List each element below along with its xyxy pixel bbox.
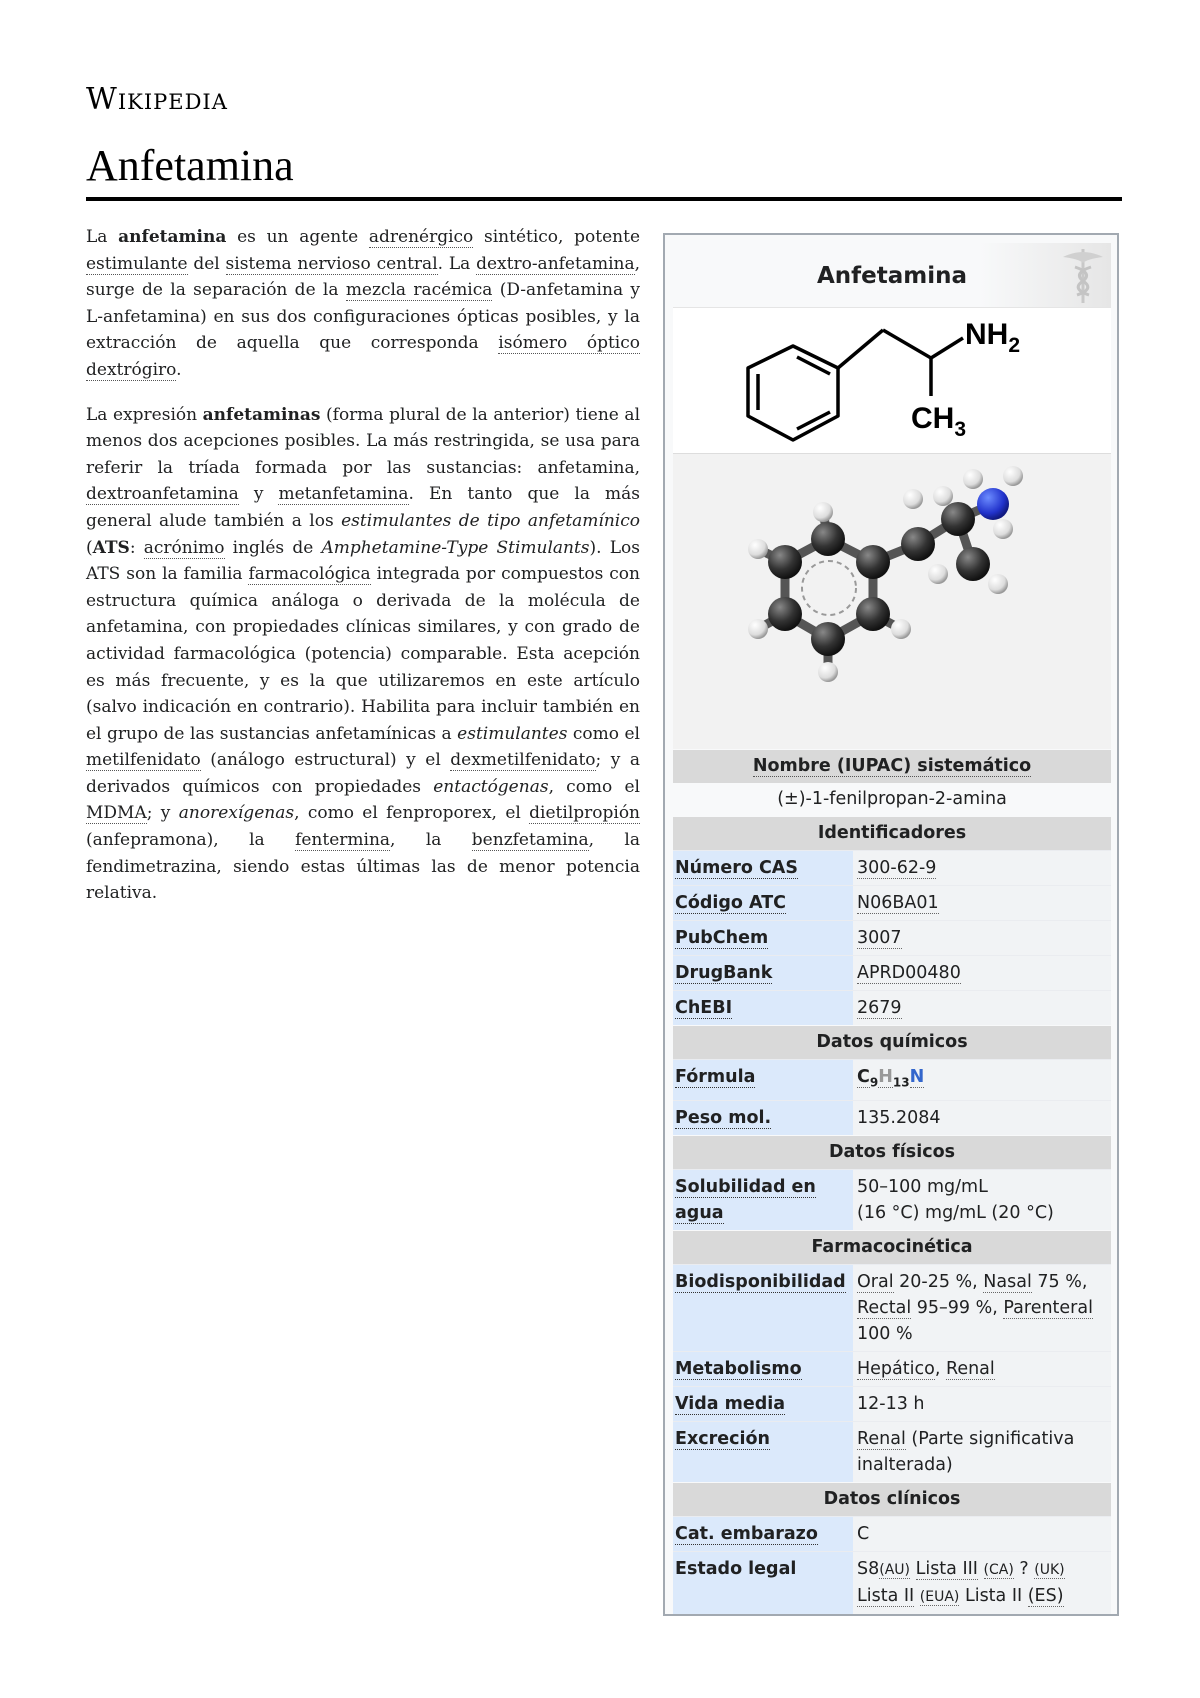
atc-label[interactable]: Código ATC bbox=[675, 893, 786, 913]
drugbank-link[interactable]: APRD00480 bbox=[857, 963, 961, 983]
article-link[interactable]: sistema nervioso central bbox=[225, 253, 438, 274]
article-link[interactable]: metanfetamina bbox=[278, 484, 409, 505]
row-vida-media: Vida media 12-13 h bbox=[673, 1386, 1111, 1421]
article-link[interactable]: fentermina bbox=[295, 830, 391, 851]
eua-link[interactable]: (EUA) bbox=[919, 1588, 960, 1605]
row-peso: Peso mol. 135.2084 bbox=[673, 1100, 1111, 1135]
section-datos-fisicos: Datos físicos bbox=[673, 1136, 1111, 1169]
title-rule bbox=[86, 197, 1122, 201]
italic-term: estimulantes bbox=[457, 723, 568, 744]
formula-label[interactable]: Fórmula bbox=[675, 1067, 756, 1087]
solubilidad-label[interactable]: Solubilidad en agua bbox=[675, 1176, 816, 1223]
infobox-title-text: Anfetamina bbox=[816, 263, 968, 289]
cas-label[interactable]: Número CAS bbox=[675, 858, 798, 878]
article-link[interactable]: benzfetamina bbox=[471, 830, 589, 851]
article-link[interactable]: dexmetilfenidato bbox=[450, 750, 596, 771]
infobox bbox=[663, 233, 1119, 1616]
article-link[interactable]: MDMA bbox=[86, 803, 147, 824]
article-link[interactable]: mezcla racémica bbox=[345, 280, 493, 301]
row-estado-legal: Estado legal S8(AU) Lista III (CA) ? (UK) Lista II (EUA) Lista II (ES) bbox=[673, 1551, 1111, 1614]
row-cas bbox=[673, 850, 1111, 885]
formula-carbon[interactable]: C bbox=[857, 1067, 870, 1087]
infobox-title bbox=[673, 243, 1111, 307]
page-title: Anfetamina bbox=[86, 141, 294, 190]
bold-term: ATS bbox=[92, 537, 130, 558]
italic-term: estimulantes de tipo anfetamínico bbox=[341, 510, 640, 531]
row-atc bbox=[673, 885, 1111, 920]
section-identificadores: Identificadores bbox=[673, 817, 1111, 850]
structural-formula-image[interactable] bbox=[673, 307, 1111, 453]
row-chebi bbox=[673, 990, 1111, 1025]
estado-legal-label: Estado legal bbox=[675, 1558, 797, 1579]
row-solubilidad: Solubilidad en agua 50–100 mg/mL (16 °C) mg/mL (20 °C) bbox=[673, 1169, 1111, 1230]
oral-link[interactable]: Oral bbox=[857, 1271, 894, 1292]
rectal-link[interactable]: Rectal bbox=[857, 1297, 912, 1318]
chebi-link[interactable]: 2679 bbox=[857, 998, 902, 1018]
paragraph-2: La expresión anfetaminas (forma plural de la anterior) tiene al menos dos acepciones posibles. La más restringida, se usa para referir la tríada formada por las sustancias: anfetamina, dextroanfetamina y metanfetamina. En tanto que la más general alude también a los estimulantes de tipo anfetamínico (ATS: acrónimo inglés de Amphetamine-Type Stimulants). Los ATS son la familia farmacológica integrada por compuestos con estructura química análoga o derivada de la molécula de anfetamina, con propiedades clínicas similares, y con grado de actividad farmacológica (potencia) comparable. Esta acepción es más frecuente, y es la que utilizaremos en este artículo (salvo indicación en contrario). Habilita para incluir también en el grupo de las sustancias anfetamínicas a estimulantes como el metilfenidato (análogo estructural) y el dexmetilfenidato; y a derivados químicos con propiedades entactógenas, como el MDMA; y anorexígenas, como el fenproporex, el dietilpropión (anfepramona), la fentermina, la benzfetamina, la fendimetrazina, siendo estas últimas las de menor potencia relativa. bbox=[86, 404, 641, 904]
article-link[interactable]: acrónimo bbox=[143, 537, 225, 558]
vida-media-label[interactable]: Vida media bbox=[675, 1393, 786, 1414]
pubchem-link[interactable]: 3007 bbox=[857, 928, 902, 948]
row-metabolismo: Metabolismo Hepático, Renal bbox=[673, 1351, 1111, 1386]
ball-and-stick-model-image[interactable] bbox=[673, 453, 1111, 749]
iupac-header: Nombre (IUPAC) sistemático bbox=[673, 750, 1111, 783]
parenteral-link[interactable]: Parenteral bbox=[1003, 1297, 1093, 1318]
article-link[interactable]: estimulante bbox=[86, 253, 188, 274]
atc-link[interactable]: N06BA01 bbox=[857, 893, 939, 913]
article-link[interactable]: dietilpropión bbox=[529, 803, 641, 824]
uk-link[interactable]: (UK) bbox=[1034, 1561, 1065, 1578]
ball-and-stick-model bbox=[673, 454, 1113, 749]
row-drugbank bbox=[673, 955, 1111, 990]
nasal-link[interactable]: Nasal bbox=[983, 1271, 1032, 1292]
svg-text:CH3: $CH_3$ bbox=[911, 402, 967, 441]
excrecion-label[interactable]: Excreción bbox=[675, 1428, 770, 1449]
iupac-value: (±)-1-fenilpropan-2-amina bbox=[673, 783, 1111, 816]
es-link[interactable]: (ES) bbox=[1027, 1585, 1064, 1606]
logo-text: Wikipedia bbox=[86, 82, 228, 117]
row-biodisponibilidad: Biodisponibilidad Oral 20-25 %, Nasal 75 %, Rectal 95–99 %, Parenteral 100 % bbox=[673, 1264, 1111, 1351]
ca-link[interactable]: (CA) bbox=[983, 1561, 1014, 1578]
chebi-label[interactable]: ChEBI bbox=[675, 998, 733, 1018]
row-pubchem bbox=[673, 920, 1111, 955]
formula-hydrogen[interactable]: H bbox=[878, 1067, 893, 1087]
italic-term: entactógenas bbox=[433, 776, 549, 797]
caduceus-icon bbox=[1057, 245, 1109, 305]
article-body bbox=[86, 224, 640, 925]
bold-term: anfetamina bbox=[118, 227, 227, 247]
article-link[interactable]: metilfenidato bbox=[86, 750, 201, 771]
italic-term: Amphetamine-Type Stimulants bbox=[321, 537, 590, 558]
metabolismo-label[interactable]: Metabolismo bbox=[675, 1358, 802, 1379]
au-link[interactable]: (AU) bbox=[879, 1561, 910, 1578]
section-farmacocinetica: Farmacocinética bbox=[673, 1231, 1111, 1264]
section-datos-clinicos: Datos clínicos bbox=[673, 1483, 1111, 1516]
svg-text:NH2: $NH_2$ bbox=[965, 318, 1021, 357]
formula-nitrogen[interactable]: N bbox=[909, 1067, 925, 1087]
pubchem-label[interactable]: PubChem bbox=[675, 928, 769, 948]
paragraph-1: La anfetamina es un agente adrenérgico sintético, potente estimulante del sistema nervioso central. La dextro-anfetamina, surge de la separación de la mezcla racémica (D-anfetamina y L-anfetamina) en sus dos configuraciones ópticas posibles, y la extracción de aquella que corresponda isómero óptico dextrógiro. bbox=[86, 227, 641, 380]
renal-link[interactable]: Renal bbox=[945, 1358, 995, 1379]
bold-term: anfetaminas bbox=[202, 404, 321, 425]
article-link[interactable]: farmacológica bbox=[248, 564, 371, 585]
hepatico-link[interactable]: Hepático bbox=[857, 1358, 935, 1379]
article-link[interactable]: isómero óptico dextrógiro bbox=[86, 333, 641, 380]
excrecion-renal-link[interactable]: Renal bbox=[857, 1428, 906, 1449]
biodisponibilidad-label[interactable]: Biodisponibilidad bbox=[675, 1271, 846, 1292]
lista-iii-link[interactable]: Lista III bbox=[915, 1558, 978, 1579]
row-excrecion: Excreción Renal (Parte significativa inalterada) bbox=[673, 1421, 1111, 1482]
skeletal-structure bbox=[673, 308, 1113, 453]
article-link[interactable]: dextroanfetamina bbox=[86, 484, 239, 505]
italic-term: anorexígenas bbox=[178, 803, 295, 824]
wikipedia-logo[interactable] bbox=[86, 82, 228, 117]
section-datos-quimicos: Datos químicos bbox=[673, 1026, 1111, 1059]
cas-link[interactable]: 300-62-9 bbox=[857, 858, 937, 878]
article-link[interactable]: dextro-anfetamina bbox=[476, 253, 635, 274]
peso-label[interactable]: Peso mol. bbox=[675, 1107, 772, 1128]
row-formula: Fórmula $C_9H_{13}N$ bbox=[673, 1059, 1111, 1100]
row-embarazo: Cat. embarazo C bbox=[673, 1516, 1111, 1551]
lista-ii-link[interactable]: Lista II bbox=[857, 1585, 915, 1606]
article-link[interactable]: adrenérgico bbox=[368, 227, 474, 247]
drugbank-label[interactable]: DrugBank bbox=[675, 963, 773, 983]
embarazo-label[interactable]: Cat. embarazo bbox=[675, 1523, 818, 1544]
